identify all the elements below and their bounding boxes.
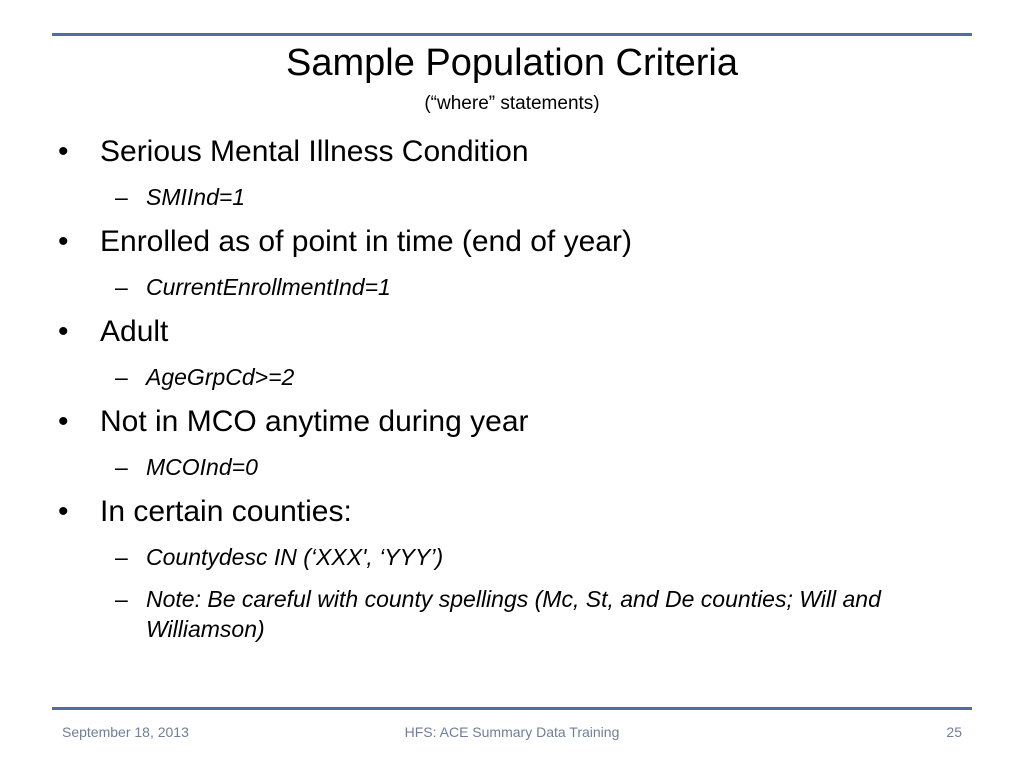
sub-bullet-text: MCOInd=0 xyxy=(146,454,258,480)
sub-bullet-item xyxy=(115,542,976,572)
page-number: 25 xyxy=(946,724,962,740)
sub-bullet-text: Countydesc IN (‘XXX', ‘YYY’) xyxy=(146,544,444,570)
dash-icon: – xyxy=(115,544,128,570)
dash-icon: – xyxy=(115,184,128,210)
bullet-text: Not in MCO anytime during year xyxy=(100,405,529,438)
top-divider xyxy=(52,33,972,36)
dash-icon: – xyxy=(115,364,128,390)
bullet-icon: • xyxy=(58,405,69,438)
bottom-divider xyxy=(52,707,972,710)
dash-icon: – xyxy=(115,274,128,300)
bullet-text: Enrolled as of point in time (end of year) xyxy=(100,225,632,258)
sub-bullet-item xyxy=(115,584,976,644)
bullet-item xyxy=(58,134,529,170)
dash-icon: – xyxy=(115,454,128,480)
bullet-icon: • xyxy=(58,315,69,348)
bullet-icon: • xyxy=(58,495,69,528)
bullet-text: Serious Mental Illness Condition xyxy=(100,135,529,168)
dash-icon: – xyxy=(115,586,128,612)
sub-bullet-item xyxy=(115,272,976,302)
sub-bullet-text: AgeGrpCd>=2 xyxy=(146,364,295,390)
slide-title: Sample Population Criteria xyxy=(285,42,738,84)
bullet-text: Adult xyxy=(100,315,169,348)
bullet-item xyxy=(58,224,632,260)
bullet-text: In certain counties: xyxy=(100,495,352,528)
bullet-item xyxy=(58,314,169,350)
sub-bullet-item xyxy=(115,362,976,392)
footer-title: HFS: ACE Summary Data Training xyxy=(404,724,620,740)
bullet-item xyxy=(58,404,529,440)
sub-bullet-text: SMIInd=1 xyxy=(146,184,246,210)
bullet-icon: • xyxy=(58,225,69,258)
sub-bullet-text: Note: Be careful with county spellings (Mc, St, and De counties; Will and Williamson) xyxy=(146,586,881,642)
sub-bullet-text: CurrentEnrollmentInd=1 xyxy=(146,274,391,300)
slide-subtitle: (“where” statements) xyxy=(424,93,600,114)
bullet-item xyxy=(58,494,352,530)
sub-bullet-item xyxy=(115,452,976,482)
bullet-icon: • xyxy=(58,135,69,168)
bullet-list xyxy=(0,128,1024,688)
footer-date: September 18, 2013 xyxy=(62,724,189,740)
sub-bullet-item xyxy=(115,182,976,212)
